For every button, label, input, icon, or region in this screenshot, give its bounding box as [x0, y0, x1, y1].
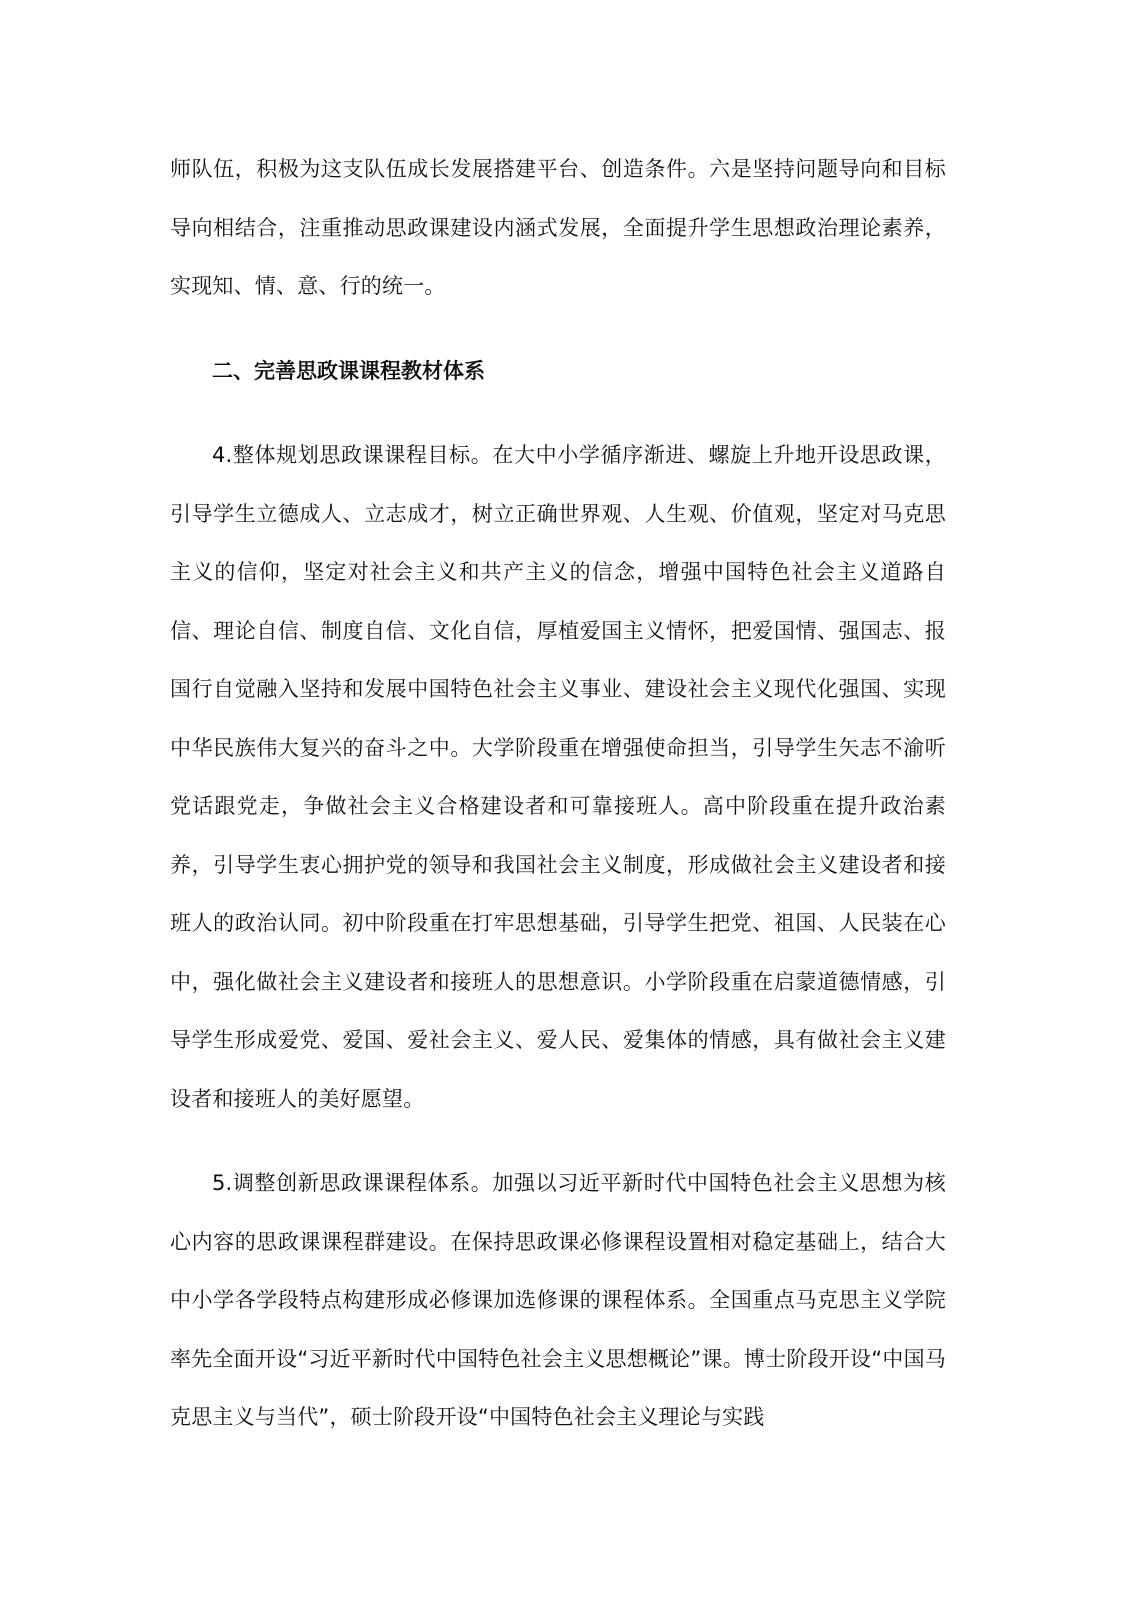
section-heading: 二、完善思政课课程教材体系 [212, 358, 485, 383]
paragraph-4: 4.整体规划思政课课程目标。在大中小学循序渐进、螺旋上升地开设思政课，引导学生立德成人、立志成才，树立正确世界观、人生观、价值观，坚定对马克思主义的信仰，坚定对社会主义和共产主义的信念，增强中国特色社会主义道路自信、理论自信、制度自信、文化自信，厚植爱国主义情怀，把爱国情、强国志、报国行自觉融入坚持和发展中国特色社会主义事业、建设社会主义现代化强国、实现中华民族伟大复兴的奋斗之中。大学阶段重在增强使命担当，引导学生矢志不渝听党话跟党走，争做社会主义合格建设者和可靠接班人。高中阶段重在提升政治素养，引导学生衷心拥护党的领导和我国社会主义制度，形成做社会主义建设者和接班人的政治认同。初中阶段重在打牢思想基础，引导学生把党、祖国、人民装在心中，强化做社会主义建设者和接班人的思想意识。小学阶段重在启蒙道德情感，引导学生形成爱党、爱国、爱社会主义、爱人民、爱集体的情感，具有做社会主义建设者和接班人的美好愿望。 [170, 443, 946, 1111]
document-body [170, 140, 946, 1447]
intro-paragraph: 师队伍，积极为这支队伍成长发展搭建平台、创造条件。六是坚持问题导向和目标导向相结合，注重推动思政课建设内涵式发展，全面提升学生思想政治理论素养，实现知、情、意、行的统一。 [170, 157, 946, 298]
paragraph-gap [170, 316, 946, 342]
paragraph-5: 5.调整创新思政课课程体系。加强以习近平新时代中国特色社会主义思想为核心内容的思政课课程群建设。在保持思政课必修课程设置相对稳定基础上，结合大中小学各学段特点构建形成必修课加选修课的课程体系。全国重点马克思主义学院率先全面开设“习近平新时代中国特色社会主义思想概论”课。博士阶段开设“中国马克思主义与当代”，硕士阶段开设“中国特色社会主义理论与实践 [170, 1171, 946, 1429]
paragraph-gap [170, 1128, 946, 1154]
paragraph-gap [170, 400, 946, 426]
